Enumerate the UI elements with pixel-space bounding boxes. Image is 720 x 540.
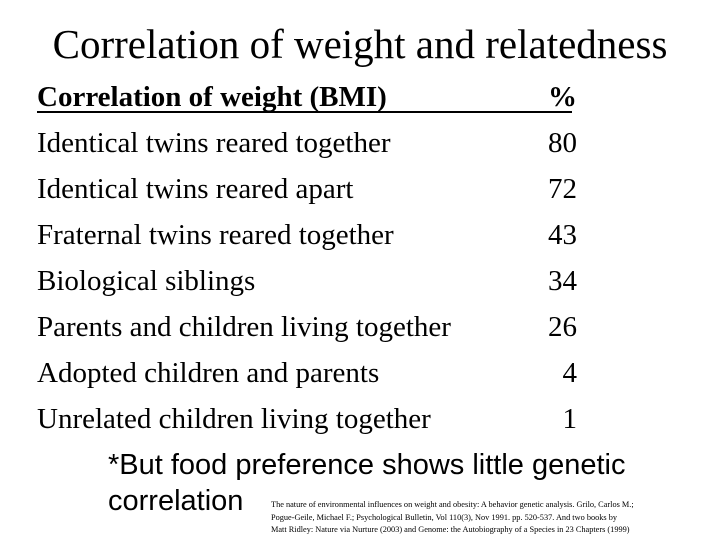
- table-row: [37, 124, 577, 170]
- table-row: [37, 262, 577, 308]
- citation-line-1: The nature of environmental influences on weight and obesity: A behavior genetic analysis. Grilo, Carlos M.;: [271, 500, 634, 509]
- row-label: Identical twins reared together: [37, 127, 391, 159]
- slide-title: Correlation of weight and relatedness: [52, 21, 668, 67]
- table-header-row: [37, 78, 577, 124]
- row-label: Biological siblings: [37, 265, 256, 297]
- citation-line-2: Pogue-Geile, Michael F.; Psychological Bulletin, Vol 110(3), Nov 1991. pp. 520-537. And two books by: [271, 512, 618, 522]
- row-label: Adopted children and parents: [37, 357, 380, 389]
- row-value: 43: [548, 219, 577, 251]
- footnote-line-1: *But food preference shows little genetic: [108, 449, 626, 481]
- table-row: [37, 308, 577, 354]
- footnote-line-2: correlation: [108, 485, 244, 517]
- row-value: 1: [562, 403, 577, 435]
- row-value: 26: [548, 311, 577, 343]
- header-label: Correlation of weight (BMI): [37, 81, 387, 113]
- row-value: 34: [548, 265, 577, 297]
- table-row: [37, 400, 577, 446]
- citation-line-3: Matt Ridley: Nature via Nurture (2003) and Genome: the Autobiography of a Species in 23 Chapters (1999): [271, 525, 630, 534]
- header-value: %: [548, 81, 577, 113]
- row-value: 80: [548, 127, 577, 159]
- table-row: [37, 354, 577, 400]
- row-value: 72: [548, 173, 577, 205]
- table-row: [37, 170, 577, 216]
- row-label: Fraternal twins reared together: [37, 219, 394, 251]
- row-label: Identical twins reared apart: [37, 173, 354, 205]
- row-label: Unrelated children living together: [37, 403, 431, 435]
- row-label: Parents and children living together: [37, 311, 451, 343]
- citation: [271, 499, 716, 537]
- correlation-table: [37, 78, 577, 446]
- table-row: [37, 216, 577, 262]
- row-value: 4: [562, 357, 577, 389]
